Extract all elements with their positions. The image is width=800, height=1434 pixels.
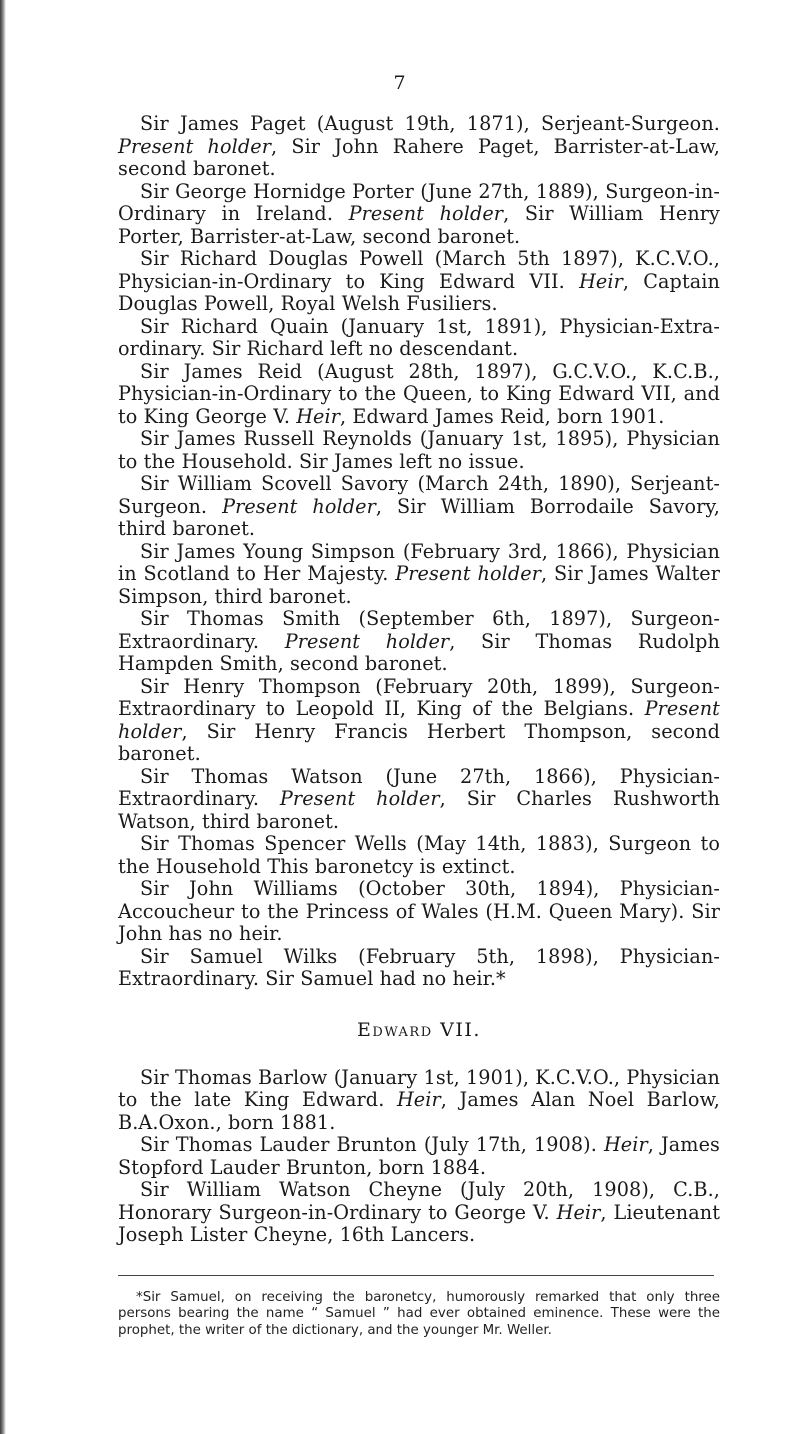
entry-paragraph — [118, 428, 720, 473]
entry-date: (June 27th, 1866) — [385, 764, 591, 788]
entry-date: (October 30th, 1894) — [358, 877, 594, 900]
entry-text: , Surgeon-Extraordinary. — [118, 607, 721, 653]
entry-rest: , Captain Douglas Powell, Royal Welsh Fusiliers. — [118, 269, 720, 315]
entry-rest: , Sir William Henry Porter, Barrister-at-Law, second baronet. — [118, 202, 720, 248]
page-edge-shadow — [0, 0, 6, 1434]
entry-text: , K.C.V.O., Physician to the late King Edward. — [118, 1065, 721, 1111]
entry-date: (January 1st, 1901) — [333, 1065, 523, 1089]
entry-text: , Serjeant-Surgeon. — [118, 472, 721, 518]
entry-label: Heir — [556, 1200, 601, 1224]
entry-label: Present holder — [279, 787, 440, 810]
entry-rest: , Sir James Walter Simpson, third baronet. — [118, 562, 720, 608]
entry-text: , Physician to the Household. Sir James left no issue. — [118, 427, 720, 473]
entry-date: (February 3rd, 1866) — [402, 539, 613, 563]
entry-date: (June 27th, 1889) — [420, 179, 593, 203]
entry-name: Sir Thomas Smith — [140, 607, 341, 630]
entry-name: Sir George Hornidge Porter — [140, 179, 414, 203]
entry-rest: , Sir William Borrodaile Savory, third baronet. — [118, 494, 720, 540]
entry-text: , Surgeon to the Household This baronetcy is extinct. — [118, 832, 720, 878]
entry-date: (August 19th, 1871) — [316, 112, 524, 135]
entry-date: (July 17th, 1908) — [423, 1133, 591, 1156]
entry-text: . — [590, 1133, 604, 1156]
entry-text: , K.C.V.O., Physician-in-Ordinary to King Edward VII. — [118, 247, 720, 293]
entry-rest: , Sir John Rahere Paget, Barrister-at-Law, second baronet. — [118, 134, 720, 180]
entry-name: Sir James Russell Reynolds — [140, 427, 412, 450]
entry-label: Present holder — [118, 697, 720, 743]
entry-label: Present holder — [348, 202, 504, 225]
entry-paragraph — [118, 608, 720, 676]
entry-date: (January 1st, 1895) — [419, 427, 613, 450]
entry-name: Sir James Paget — [140, 112, 306, 135]
entry-rest: , Sir Charles Rushworth Watson, third baronet. — [118, 787, 720, 833]
entry-name: Sir Thomas Watson — [140, 764, 363, 788]
entry-paragraph — [118, 181, 720, 249]
entry-text: , Physician-Extra-ordinary. Sir Richard left no descendant. — [118, 314, 720, 360]
entry-paragraph — [118, 766, 720, 834]
entry-label: Present holder — [395, 562, 541, 585]
entry-text: , Serjeant-Surgeon. — [523, 112, 720, 135]
entry-label: Heir — [603, 1133, 648, 1156]
entry-name: Sir James Reid — [140, 359, 303, 383]
entry-paragraph — [118, 316, 720, 361]
footnote-divider — [118, 1275, 714, 1276]
entry-date: (May 14th, 1883) — [416, 832, 593, 855]
entry-name: Sir Samuel Wilks — [140, 944, 338, 968]
entry-name: Sir John Williams — [140, 877, 338, 900]
entry-text: , Physician-Extraordinary. — [118, 764, 721, 810]
entry-name: Sir Richard Quain — [140, 314, 329, 338]
entry-paragraph — [118, 113, 720, 181]
entry-date: (March 5th 1897) — [434, 247, 618, 270]
entry-label: Heir — [396, 1088, 441, 1111]
entry-paragraph — [118, 1179, 720, 1247]
entry-name: Sir William Scovell Savory — [140, 472, 409, 495]
entry-paragraph — [118, 473, 720, 541]
entry-label: Heir — [579, 269, 623, 293]
entry-name: Sir Richard Douglas Powell — [140, 247, 424, 270]
entry-label: Present holder — [222, 494, 376, 518]
entry-paragraph — [118, 248, 720, 316]
entry-date: (January 1st, 1891) — [340, 314, 542, 338]
baronet-entries-list — [118, 113, 720, 991]
page-number: 7 — [393, 72, 407, 94]
entry-date: (July 20th, 1908) — [460, 1178, 649, 1201]
entry-paragraph — [118, 1134, 720, 1179]
entry-rest: , Edward James Reid, born 1901. — [340, 404, 665, 428]
entry-text: , Surgeon-in-Ordinary in Ireland. — [118, 179, 720, 225]
entry-paragraph — [118, 833, 720, 878]
entry-rest: , James Alan Noel Barlow, B.A.Oxon., born 1881. — [118, 1088, 721, 1134]
entry-rest: , Sir Henry Francis Herbert Thompson, second baronet. — [118, 719, 720, 765]
entry-label: Present holder — [118, 134, 271, 158]
entry-name: Sir Thomas Barlow — [140, 1065, 328, 1089]
entry-paragraph — [118, 878, 720, 946]
entry-date: (February 20th, 1899) — [375, 674, 610, 698]
entry-name: Sir Thomas Spencer Wells — [140, 832, 407, 855]
entry-text: , Physician-Extraordinary. Sir Samuel had no heir.* — [118, 944, 720, 990]
entry-rest: , Lieutenant Joseph Lister Cheyne, 16th Lancers. — [118, 1200, 721, 1246]
entry-date: (September 6th, 1897) — [358, 607, 607, 630]
entry-text: , Physician in Scotland to Her Majesty. — [118, 539, 720, 585]
entry-label: Heir — [296, 404, 341, 428]
entry-date: (March 24th, 1890) — [417, 472, 615, 495]
entry-date: (August 28th, 1897) — [317, 359, 532, 383]
edward-vii-entries-list — [118, 1067, 720, 1247]
entry-text: , Physician-Accoucheur to the Princess of Wales (H.M. Queen Mary). Sir John has no heir. — [118, 877, 720, 945]
entry-name: Sir Thomas Lauder Brunton — [140, 1133, 417, 1156]
entry-paragraph — [118, 541, 720, 609]
section-heading-edward-vii: Edward VII. — [357, 1018, 481, 1041]
entry-rest: , James Stopford Lauder Brunton, born 1884. — [118, 1133, 720, 1179]
entry-text: , G.C.V.O., K.C.B., Physician-in-Ordinary to the Queen, to King Edward VII, and to King George V. — [118, 359, 720, 428]
entry-text: , C.B., Honorary Surgeon-in-Ordinary to George V. — [118, 1178, 720, 1224]
entry-name: Sir William Watson Cheyne — [140, 1178, 443, 1201]
entry-paragraph — [118, 361, 720, 429]
entry-name: Sir Henry Thompson — [140, 674, 361, 698]
footnote: *Sir Samuel, on receiving the baronetcy, humorously remarked that only three persons bearing the name “ Samuel ” had ever obtained eminence. These were the prophet, the writer of the dictionary, and the younger Mr. Weller. — [118, 1289, 720, 1338]
page-body — [118, 113, 720, 1339]
entry-paragraph — [118, 1067, 720, 1135]
entry-paragraph — [118, 946, 720, 991]
entry-paragraph — [118, 676, 720, 766]
entry-rest: , Sir Thomas Rudolph Hampden Smith, second baronet. — [118, 629, 720, 675]
entry-text: , Surgeon-Extraordinary to Leopold II, King of the Belgians. — [118, 674, 720, 720]
entry-date: (February 5th, 1898) — [358, 944, 593, 968]
entry-name: Sir James Young Simpson — [140, 539, 396, 563]
entry-label: Present holder — [284, 629, 450, 653]
